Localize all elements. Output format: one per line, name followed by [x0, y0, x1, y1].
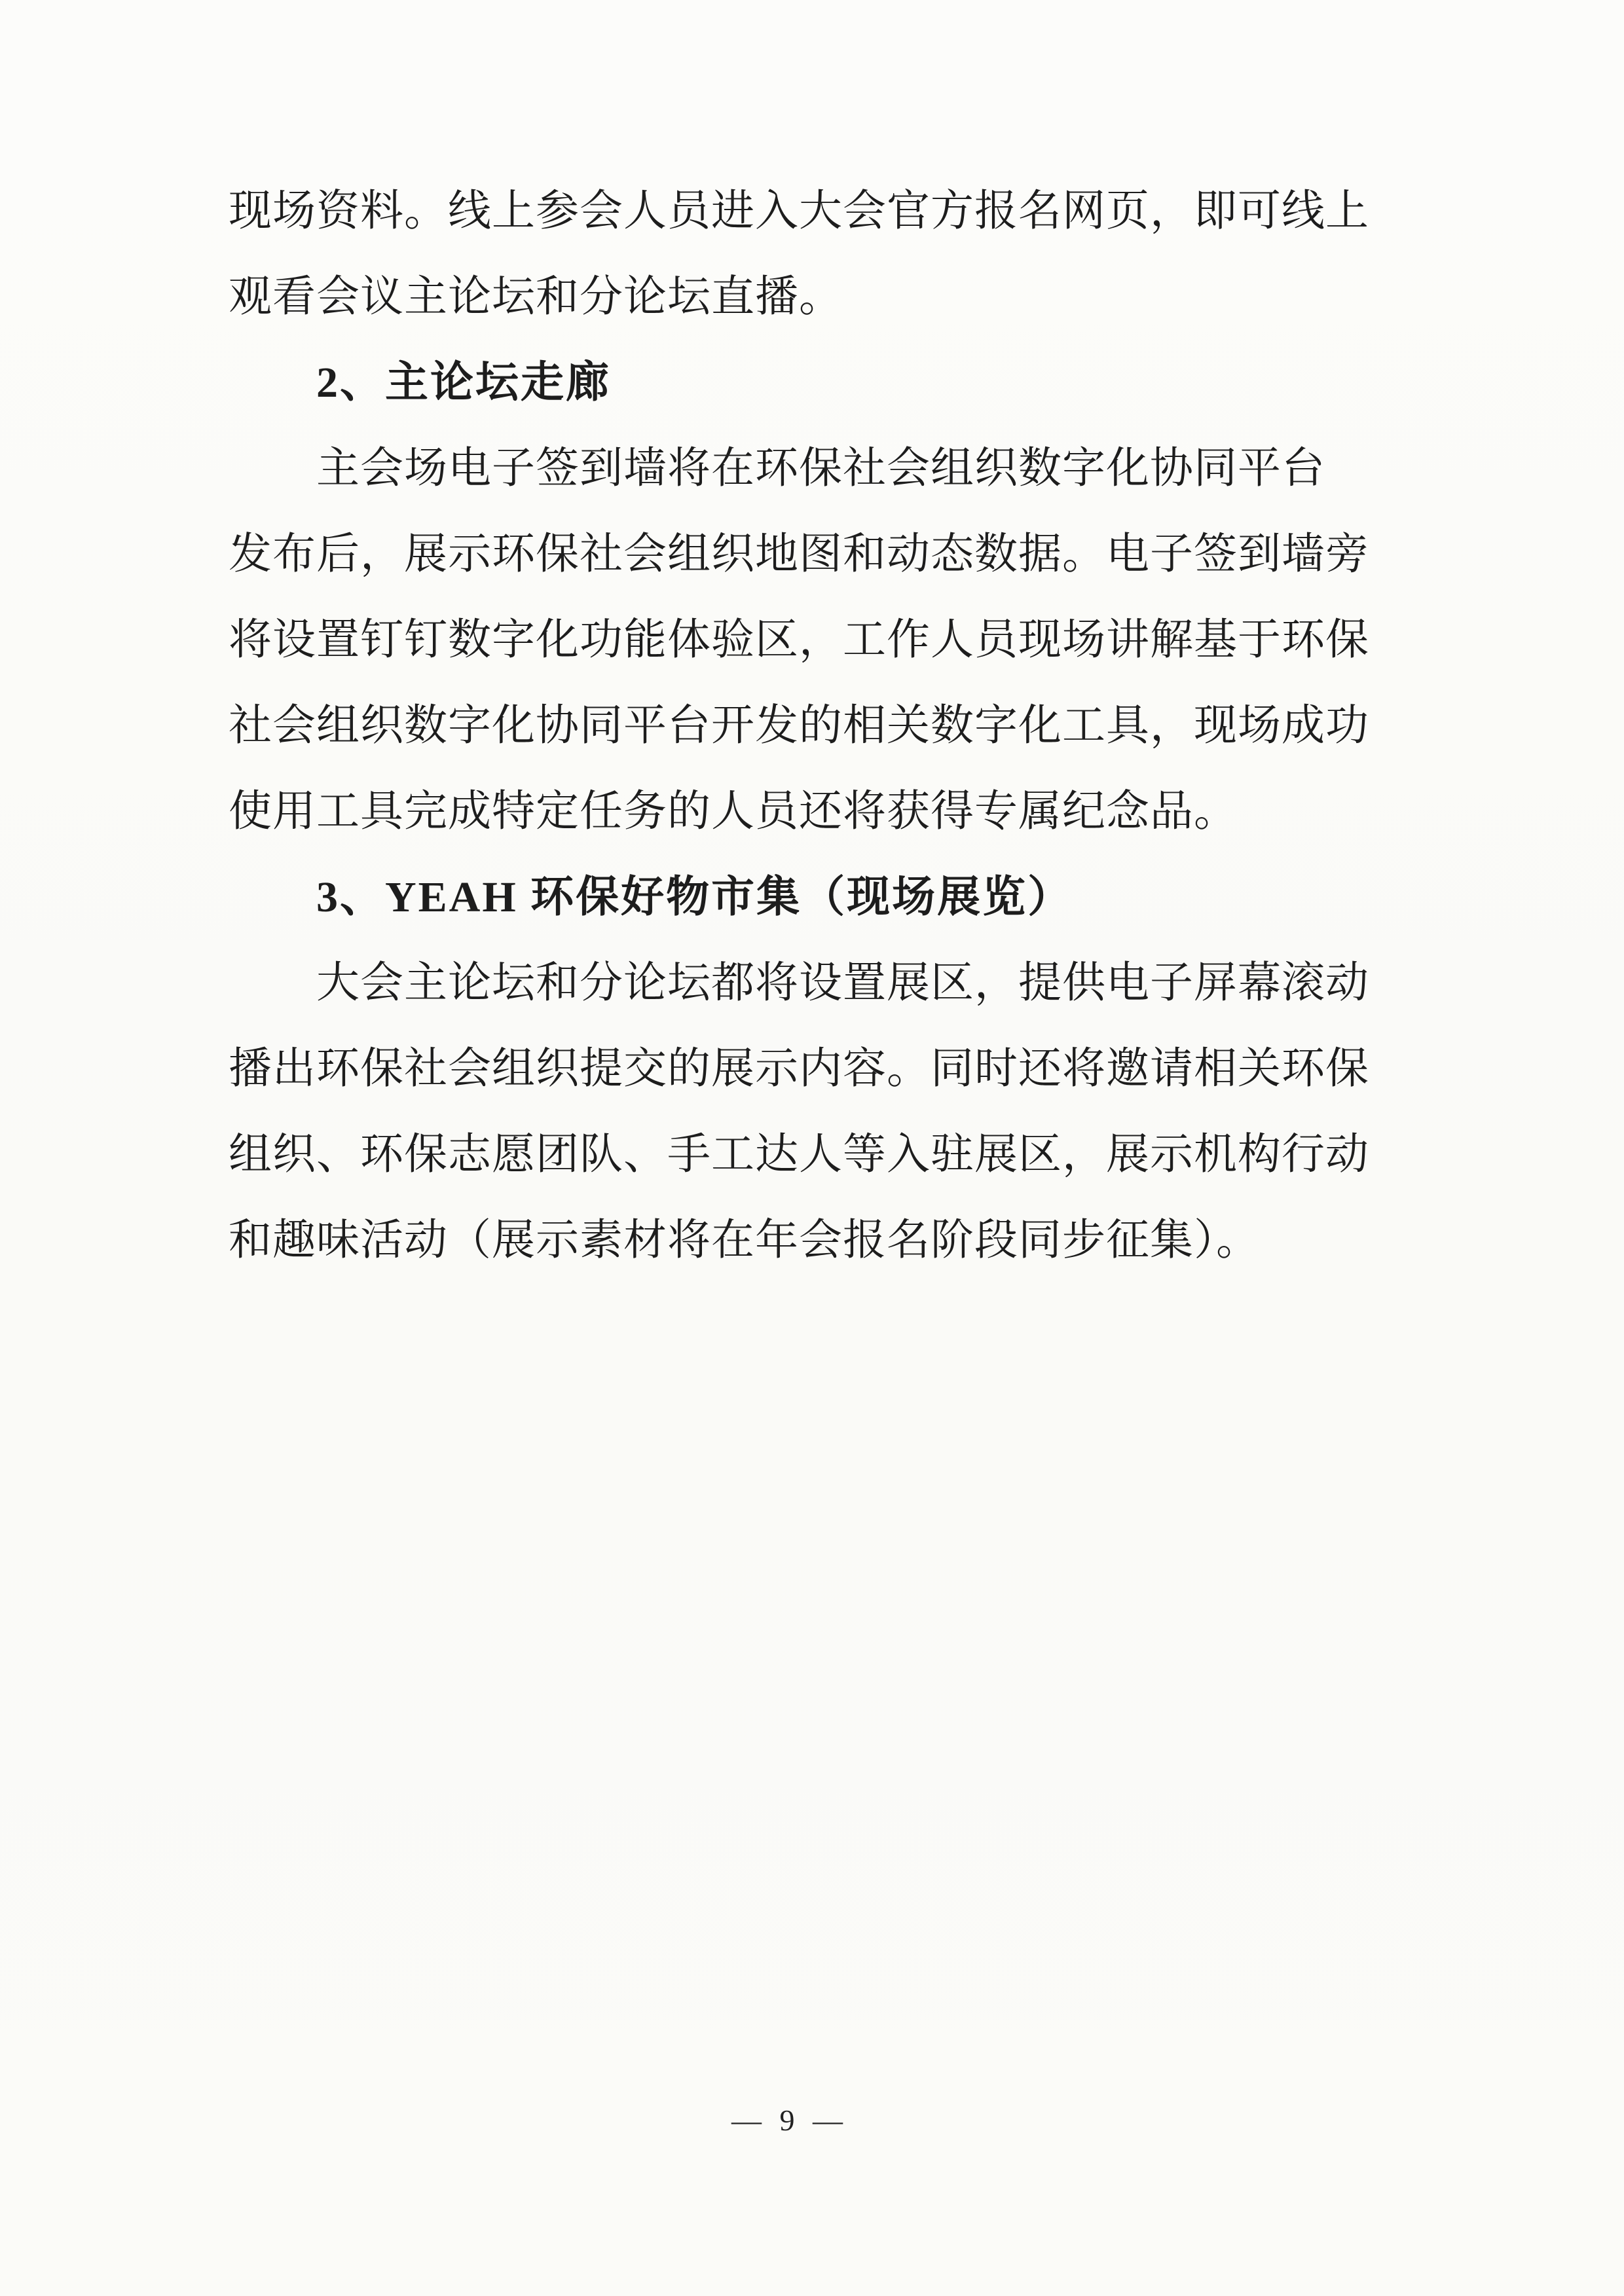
paragraph-line: 主会场电子签到墙将在环保社会组织数字化协同平台 — [316, 445, 1325, 492]
paragraph-line: 播出环保社会组织提交的展示内容。同时还将邀请相关环保 — [229, 1045, 1369, 1093]
paragraph-line: 组织、环保志愿团队、手工达人等入驻展区，展示机构行动 — [229, 1131, 1369, 1178]
page-number: — 9 — — [731, 2104, 848, 2137]
section-heading-2: 2、主论坛走廊 — [316, 359, 611, 407]
document-body — [0, 0, 1394, 1283]
paragraph-line: 现场资料。线上参会人员进入大会官方报名网页，即可线上 — [229, 187, 1369, 235]
paragraph-line: 社会组织数字化协同平台开发的相关数字化工具，现场成功 — [229, 702, 1369, 750]
paragraph-line: 和趣味活动（展示素材将在年会报名阶段同步征集）。 — [229, 1216, 1260, 1264]
section-heading-3: 3、YEAH 环保好物市集（现场展览） — [316, 873, 1073, 921]
paragraph-line: 观看会议主论坛和分论坛直播。 — [229, 273, 843, 321]
paragraph-line: 发布后，展示环保社会组织地图和动态数据。电子签到墙旁 — [229, 530, 1369, 578]
paragraph-line: 将设置钉钉数字化功能体验区，工作人员现场讲解基于环保 — [229, 616, 1369, 664]
paragraph-line: 使用工具完成特定任务的人员还将获得专属纪念品。 — [229, 788, 1238, 835]
paragraph-line: 大会主论坛和分论坛都将设置展区，提供电子屏幕滚动 — [316, 959, 1369, 1007]
